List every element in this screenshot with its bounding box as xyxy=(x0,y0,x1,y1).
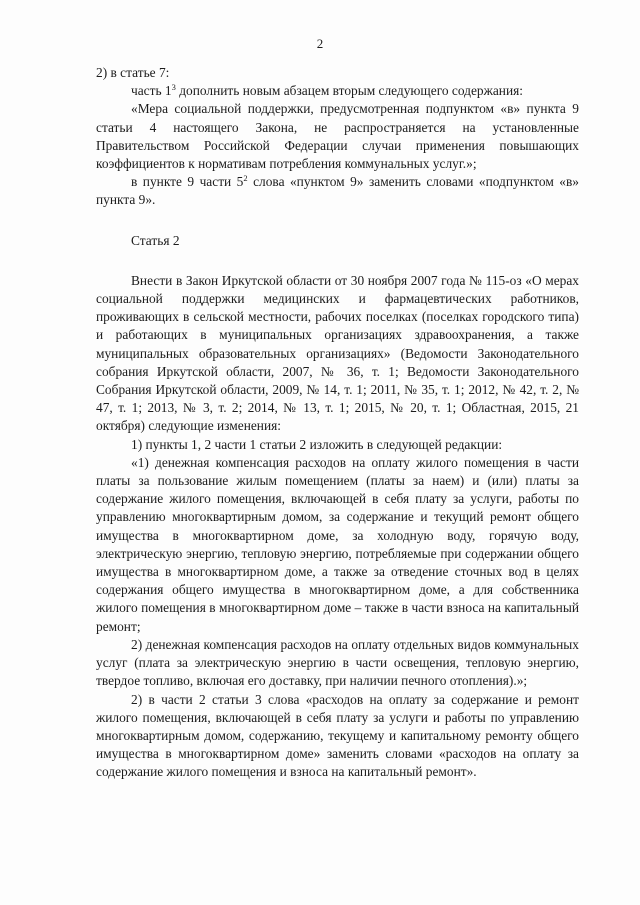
article2-item1: 1) пункты 1, 2 части 1 статьи 2 изложить в следующей редакции: xyxy=(131,436,503,452)
article1-replace-paragraph xyxy=(96,173,579,209)
article2-item1-subitem1: «1) денежная компенсация расходов на оплату жилого помещения в части платы за пользование жилым помещением (платы за наем) и (или) платы за содержание жилого помещения, включающей в себя плату за услуги, работы по управлению многоквартирным домом, за содержание и текущий ремонт общего имущества в многоквартирном доме, за холодную воду, горячую воду, электрическую энергию, тепловую энергию, потребляемые при содержании общего имущества в многоквартирном доме, а также за отведение сточных вод в целях содержания общего имущества в многоквартирном доме, а для собственника жилого помещения в многоквартирном доме – также в части взноса на капитальный ремонт; xyxy=(96,454,579,634)
article1-part-amendment xyxy=(96,82,579,100)
part-superscript: 3 xyxy=(171,82,176,93)
replace-prefix: в пункте 9 части 5 xyxy=(131,174,244,190)
article1-quote-paragraph: «Мера социальной поддержки, предусмотренная подпунктом «в» пункта 9 статьи 4 настоящего Закона, не распространяется на установленные Правительством Российской Федерации случаи применения повышающих коэффициентов к нормативам потребления коммунальных услуг.»; xyxy=(96,101,579,172)
part-suffix: дополнить новым абзацем вторым следующего содержания: xyxy=(175,83,524,99)
article2-item1-subitem2: 2) денежная компенсация расходов на оплату отдельных видов коммунальных услуг (плата за электрическую энергию в части освещения, тепловую энергию, твердое топливо, включая его доставку, при наличии печного отопления).»; xyxy=(96,636,579,689)
article2-heading: Статья 2 xyxy=(131,232,180,248)
article2-item2: 2) в части 2 статьи 3 слова «расходов на оплату за содержание и ремонт жилого помещения, включающей в себя плату за услуги и работы по управлению многоквартирным домом, содержанию, текущему и капитальному ремонту общего имущества в многоквартирном доме» заменить словами «расходов на оплату за содержание жилого помещения и взноса на капитальный ремонт». xyxy=(96,691,579,780)
document-body xyxy=(96,64,579,782)
part-prefix: часть 1 xyxy=(131,83,172,99)
article1-item2-heading: 2) в статье 7: xyxy=(96,65,170,80)
page-number: 2 xyxy=(316,36,324,51)
replace-superscript: 2 xyxy=(243,173,248,184)
article2-intro: Внести в Закон Иркутской области от 30 ноября 2007 года № 115-оз «О мерах социальной поддержки медицинских и фармацевтических работников, проживающих в сельской местности, рабочих поселках (поселках городского типа) и работающих в муниципальных организациях здравоохранения, а также муниципальных образовательных организациях» (Ведомости Законодательного собрания Иркутской области, 2007, № 36, т. 1; Ведомости Законодательного Собрания Иркутской области, 2009, № 14, т. 1; 2011, № 35, т. 1; 2012, № 42, т. 2, № 47, т. 1; 2013, № 3, т. 2; 2014, № 13, т. 1; 2015, № 20, т. 1; Областная, 2015, 21 октября) следующие изменения: xyxy=(96,272,579,434)
replace-suffix: слова «пунктом 9» заменить словами «подпунктом «в» пункта 9». xyxy=(96,174,579,208)
